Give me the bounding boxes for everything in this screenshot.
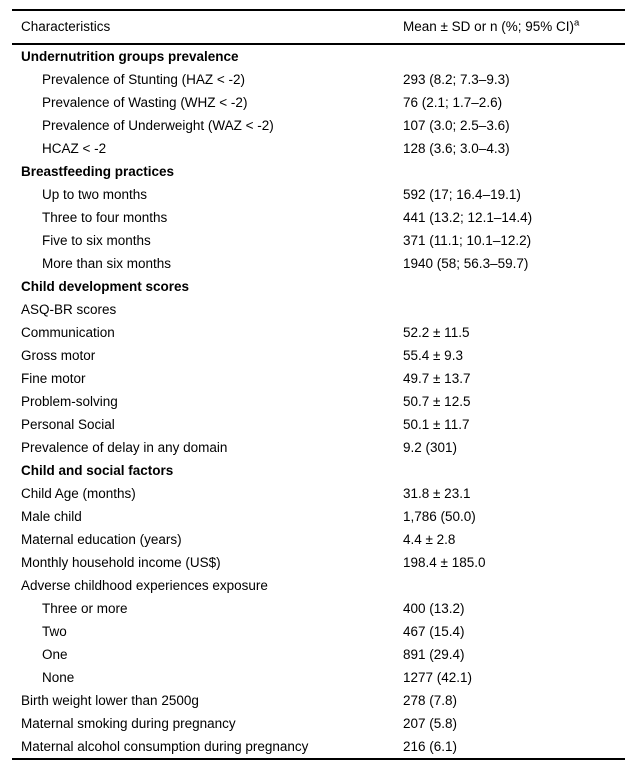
table-row xyxy=(12,160,625,183)
table-row xyxy=(12,459,625,482)
row-label: Maternal alcohol consumption during pregnancy xyxy=(21,739,309,754)
table-row xyxy=(12,505,625,528)
row-value: 4.4 ± 2.8 xyxy=(403,532,456,547)
row-label: Three to four months xyxy=(42,210,168,225)
row-value: 278 (7.8) xyxy=(403,693,458,708)
table-row xyxy=(12,183,625,206)
row-label: Maternal education (years) xyxy=(21,532,182,547)
table-row xyxy=(12,275,625,298)
row-label: Child development scores xyxy=(21,279,190,294)
table-row xyxy=(12,689,625,712)
row-value: 52.2 ± 11.5 xyxy=(403,325,470,340)
row-label: Five to six months xyxy=(42,233,151,248)
header-mean-sd-text: Mean ± SD or n (%; 95% CI) xyxy=(403,19,574,34)
row-label: Fine motor xyxy=(21,371,86,386)
row-label: Gross motor xyxy=(21,348,96,363)
row-label: Male child xyxy=(21,509,82,524)
table-row xyxy=(12,413,625,436)
row-label: More than six months xyxy=(42,256,172,271)
row-value: 467 (15.4) xyxy=(403,624,465,639)
row-label: Monthly household income (US$) xyxy=(21,555,221,570)
table-row xyxy=(12,390,625,413)
table-row xyxy=(12,68,625,91)
row-value: 207 (5.8) xyxy=(403,716,458,731)
row-label: Prevalence of Stunting (HAZ < -2) xyxy=(42,72,245,87)
table-row xyxy=(12,252,625,275)
table-body xyxy=(12,45,625,758)
table-row xyxy=(12,620,625,643)
row-label: ASQ-BR scores xyxy=(21,302,117,317)
table-row xyxy=(12,229,625,252)
row-value: 50.1 ± 11.7 xyxy=(403,417,470,432)
row-label: Prevalence of Underweight (WAZ < -2) xyxy=(42,118,274,133)
row-label: One xyxy=(42,647,68,662)
table-row xyxy=(12,344,625,367)
table-row xyxy=(12,712,625,735)
table-row xyxy=(12,597,625,620)
row-label: Breastfeeding practices xyxy=(21,164,175,179)
row-label: Adverse childhood experiences exposure xyxy=(21,578,268,593)
row-value: 293 (8.2; 7.3–9.3) xyxy=(403,72,510,87)
row-label: Two xyxy=(42,624,67,639)
row-label: Prevalence of Wasting (WHZ < -2) xyxy=(42,95,248,110)
row-label: Maternal smoking during pregnancy xyxy=(21,716,236,731)
row-label: Up to two months xyxy=(42,187,148,202)
header-characteristics: Characteristics xyxy=(21,19,111,34)
row-value: 31.8 ± 23.1 xyxy=(403,486,471,501)
table-row xyxy=(12,666,625,689)
row-value: 1277 (42.1) xyxy=(403,670,473,685)
row-value: 76 (2.1; 1.7–2.6) xyxy=(403,95,503,110)
row-value: 400 (13.2) xyxy=(403,601,465,616)
row-label: Personal Social xyxy=(21,417,115,432)
row-label: Three or more xyxy=(42,601,128,616)
row-label: HCAZ < -2 xyxy=(42,141,107,156)
table-row xyxy=(12,114,625,137)
row-value: 49.7 ± 13.7 xyxy=(403,371,471,386)
table-row xyxy=(12,45,625,68)
row-value: 55.4 ± 9.3 xyxy=(403,348,463,363)
table-row xyxy=(12,298,625,321)
row-label: Undernutrition groups prevalence xyxy=(21,49,239,64)
row-label: Prevalence of delay in any domain xyxy=(21,440,228,455)
characteristics-table xyxy=(12,9,625,760)
row-value: 107 (3.0; 2.5–3.6) xyxy=(403,118,510,133)
row-label: None xyxy=(42,670,75,685)
header-mean-sd xyxy=(403,19,625,35)
row-label: Birth weight lower than 2500g xyxy=(21,693,199,708)
table-row xyxy=(12,206,625,229)
row-label: Child and social factors xyxy=(21,463,174,478)
row-value: 128 (3.6; 3.0–4.3) xyxy=(403,141,510,156)
row-label: Problem-solving xyxy=(21,394,118,409)
table-row xyxy=(12,436,625,459)
table-row xyxy=(12,321,625,344)
table-row xyxy=(12,91,625,114)
table-row xyxy=(12,482,625,505)
row-value: 891 (29.4) xyxy=(403,647,465,662)
table-row xyxy=(12,574,625,597)
row-value: 371 (11.1; 10.1–12.2) xyxy=(403,233,532,248)
table-row xyxy=(12,137,625,160)
row-label: Child Age (months) xyxy=(21,486,136,501)
table-row xyxy=(12,528,625,551)
table-row xyxy=(12,643,625,666)
row-value: 9.2 (301) xyxy=(403,440,458,455)
row-value: 1,786 (50.0) xyxy=(403,509,476,524)
row-value: 1940 (58; 56.3–59.7) xyxy=(403,256,529,271)
row-value: 441 (13.2; 12.1–14.4) xyxy=(403,210,533,225)
table-header-row xyxy=(12,11,625,45)
row-value: 198.4 ± 185.0 xyxy=(403,555,486,570)
table-row xyxy=(12,735,625,758)
header-footnote-marker: a xyxy=(573,17,580,29)
row-value: 50.7 ± 12.5 xyxy=(403,394,471,409)
row-label: Communication xyxy=(21,325,115,340)
row-value: 216 (6.1) xyxy=(403,739,458,754)
table-row xyxy=(12,367,625,390)
table-row xyxy=(12,551,625,574)
row-value: 592 (17; 16.4–19.1) xyxy=(403,187,521,202)
